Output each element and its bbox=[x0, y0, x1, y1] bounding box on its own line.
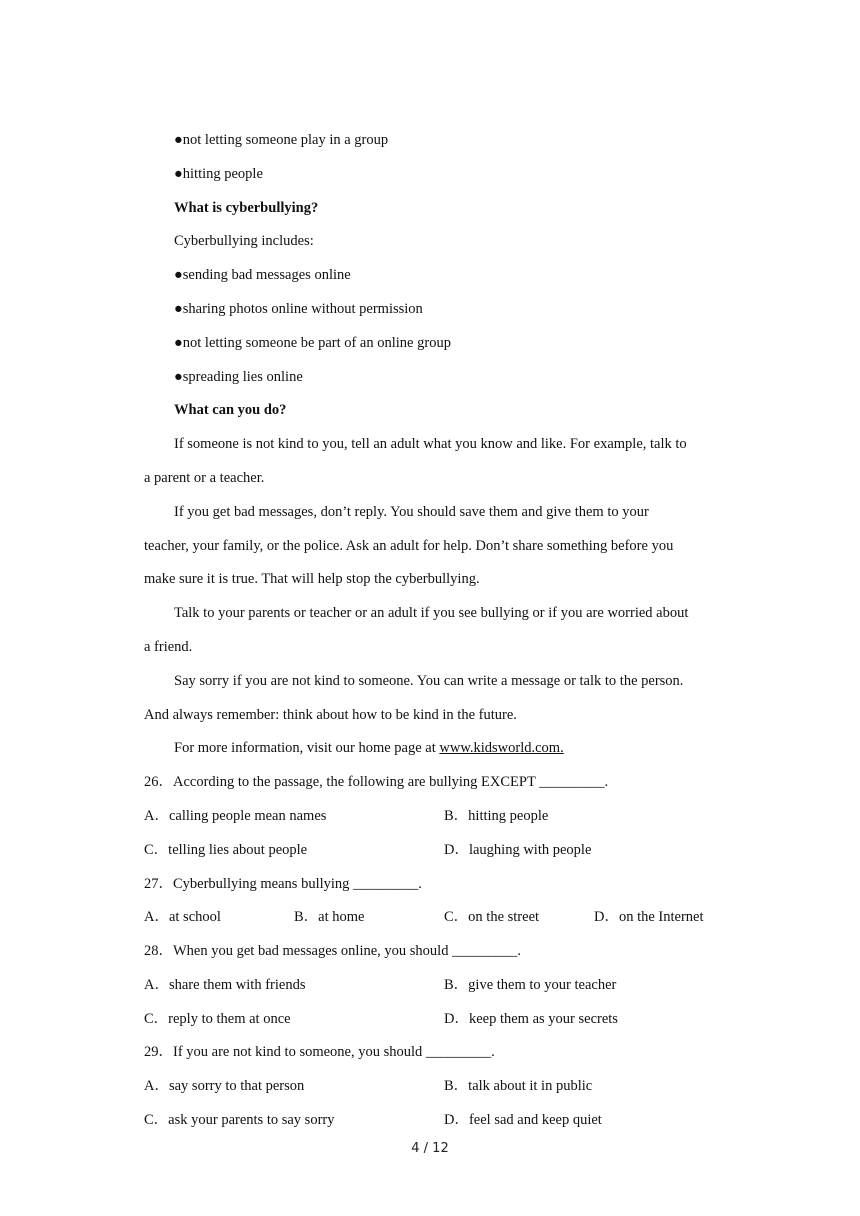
section-heading-cyberbullying: What is cyberbullying? bbox=[174, 200, 319, 216]
cyberbullying-intro: Cyberbullying includes: bbox=[174, 233, 314, 249]
bullet-item: ●sending bad messages online bbox=[174, 267, 351, 283]
question-28-stem: 28．When you get bad messages online, you should _________. bbox=[144, 943, 521, 959]
paragraph-line: teacher, your family, or the police. Ask an adult for help. Don’t share something before you bbox=[144, 538, 674, 554]
question-27-option-a[interactable]: A．at school bbox=[144, 909, 221, 925]
paragraph-line: Talk to your parents or teacher or an adult if you see bullying or if you are worried about bbox=[174, 605, 689, 621]
bullet-item: ●spreading lies online bbox=[174, 369, 303, 385]
question-27-option-d[interactable]: D．on the Internet bbox=[594, 909, 704, 925]
question-28-option-b[interactable]: B．give them to your teacher bbox=[444, 977, 617, 993]
question-28-option-a[interactable]: A．share them with friends bbox=[144, 977, 306, 993]
question-26-option-d[interactable]: D．laughing with people bbox=[444, 842, 592, 858]
bullet-item: ●not letting someone be part of an online group bbox=[174, 335, 451, 351]
question-26-option-c[interactable]: C．telling lies about people bbox=[144, 842, 308, 858]
paragraph-line: make sure it is true. That will help stop the cyberbullying. bbox=[144, 571, 480, 587]
bullet-item: ●not letting someone play in a group bbox=[174, 132, 389, 148]
bullet-item: ●sharing photos online without permission bbox=[174, 301, 423, 317]
homepage-link[interactable]: www.kidsworld.com. bbox=[439, 740, 564, 756]
section-heading-what-can-you-do: What can you do? bbox=[174, 402, 287, 418]
paragraph-line: a friend. bbox=[144, 639, 193, 655]
paragraph-line: a parent or a teacher. bbox=[144, 470, 265, 486]
more-info-text: For more information, visit our home page at bbox=[174, 740, 440, 756]
question-28-option-d[interactable]: D．keep them as your secrets bbox=[444, 1011, 618, 1027]
question-27-option-c[interactable]: C．on the street bbox=[444, 909, 540, 925]
question-29-stem: 29．If you are not kind to someone, you should _________. bbox=[144, 1044, 495, 1060]
question-29-option-b[interactable]: B．talk about it in public bbox=[444, 1078, 593, 1094]
paragraph-line bbox=[174, 738, 564, 758]
question-26-option-a[interactable]: A．calling people mean names bbox=[144, 808, 327, 824]
question-27-option-b[interactable]: B．at home bbox=[294, 909, 365, 925]
paragraph-line: If someone is not kind to you, tell an adult what you know and like. For example, talk to bbox=[174, 436, 687, 452]
paragraph-line: If you get bad messages, don’t reply. You should save them and give them to your bbox=[174, 504, 649, 520]
question-29-option-c[interactable]: C．ask your parents to say sorry bbox=[144, 1112, 335, 1128]
question-27-stem: 27．Cyberbullying means bullying _________. bbox=[144, 876, 422, 892]
question-29-option-a[interactable]: A．say sorry to that person bbox=[144, 1078, 305, 1094]
question-29-option-d[interactable]: D．feel sad and keep quiet bbox=[444, 1112, 602, 1128]
question-26-stem: 26．According to the passage, the following are bullying EXCEPT _________. bbox=[144, 774, 609, 790]
paragraph-line: Say sorry if you are not kind to someone. You can write a message or talk to the person. bbox=[174, 673, 684, 689]
bullet-item: ●hitting people bbox=[174, 166, 263, 182]
page-number: 4 / 12 bbox=[411, 1141, 449, 1156]
question-26-option-b[interactable]: B．hitting people bbox=[444, 808, 549, 824]
question-28-option-c[interactable]: C．reply to them at once bbox=[144, 1011, 291, 1027]
paragraph-line: And always remember: think about how to be kind in the future. bbox=[144, 707, 517, 723]
